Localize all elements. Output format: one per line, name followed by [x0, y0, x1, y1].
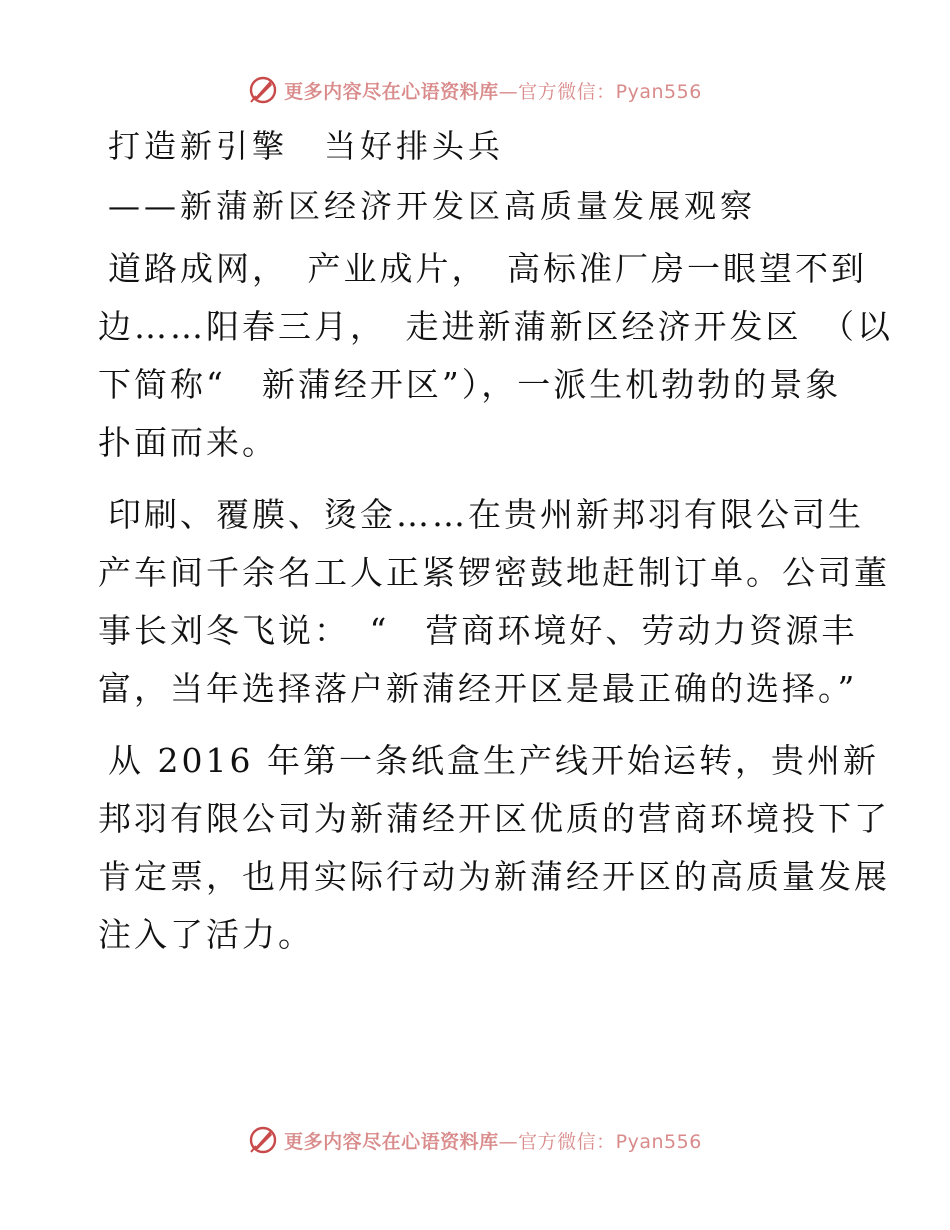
article-body [98, 120, 893, 964]
paragraph-line: 注入了活力。 [98, 915, 314, 954]
paragraph-line: 富，当年选择落户新蒲经开区是最正确的选择。” [98, 669, 858, 708]
paragraph-3 [98, 732, 890, 964]
banner-text [284, 77, 702, 104]
feather-pen-logo-icon [248, 1125, 278, 1155]
header-banner [0, 70, 950, 110]
paragraph-line: 下简称“ 新蒲经开区”），一派生机勃勃的景象 [98, 365, 842, 404]
banner-strong-text: 更多内容尽在心语资料库 [284, 1130, 499, 1153]
paragraph-line: 邦羽有限公司为新蒲经开区优质的营商环境投下了 [98, 799, 890, 838]
paragraph-1 [98, 240, 893, 472]
paragraph-line: 道路成网， 产业成片， 高标准厂房一眼望不到 [108, 249, 867, 288]
paragraph-line: 扑面而来。 [98, 423, 278, 462]
paragraph-line: 事长刘冬飞说： “ 营商环境好、劳动力资源丰 [98, 611, 858, 650]
footer-banner [0, 1120, 950, 1160]
paragraph-line: 边……阳春三月， 走进新蒲新区经济开发区 （以 [98, 307, 893, 346]
banner-text [284, 1127, 702, 1154]
banner-wechat-text: —官方微信：Pyan556 [498, 80, 702, 103]
paragraph-line: 肯定票，也用实际行动为新蒲经开区的高质量发展 [98, 857, 890, 896]
paragraph-2 [98, 486, 890, 718]
article-subtitle: ——新蒲新区经济开发区高质量发展观察 [108, 187, 757, 225]
paragraph-line: 从 2016 年第一条纸盒生产线开始运转，贵州新 [108, 741, 879, 780]
banner-strong-text: 更多内容尽在心语资料库 [284, 80, 499, 103]
banner-wechat-text: —官方微信：Pyan556 [498, 1130, 702, 1153]
paragraph-line: 产车间千余名工人正紧锣密鼓地赶制订单。公司董 [98, 553, 890, 592]
feather-pen-logo-icon [248, 75, 278, 105]
paragraph-line: 印刷、覆膜、烫金……在贵州新邦羽有限公司生 [108, 495, 864, 534]
article-title: 打造新引擎 当好排头兵 [108, 127, 505, 165]
